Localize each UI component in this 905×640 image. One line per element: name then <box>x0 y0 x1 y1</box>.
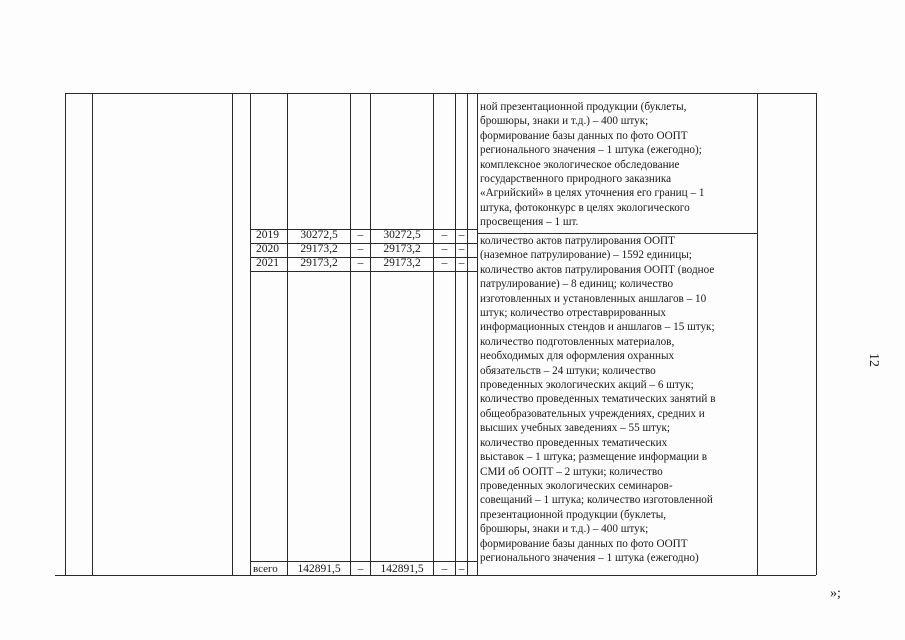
col5-cell: – <box>458 229 465 241</box>
col2-cell: – <box>357 229 364 241</box>
col4-cell: – <box>441 257 448 269</box>
col3-cell: 142891,5 <box>380 563 424 575</box>
description-top: ной презентационной продукции (буклеты, брошюры, знаки и т.д.) – 400 штук; формирование базы данных по фото ООПТ регионального значения – 1 штука (ежегодно); комплексное экологическое обследование государственного природного заказника «Агрийский» в целях уточнения его границ – 1 штука, фотоконкурс в целях экологического просвещения – 1 шт. <box>480 101 705 229</box>
row-line-total-top <box>250 561 477 562</box>
page-number: 12 <box>866 353 881 367</box>
total-cell: 142891,5 <box>297 563 341 575</box>
year-cell: 2019 <box>256 229 279 241</box>
description-main: количество актов патрулирования ООПТ (наземное патрулирование) – 1592 единицы; количество актов патрулирования ООПТ (водное патрулирование) – 8 единиц; количество изготовленных и установленных аншлагов – 10 штук; количество отреставрированных информационных стендов и аншлагов – 15 штук; количество подготовленных материалов, необходимых для оформления охранных обязательств – 24 штуки; количество проведенных экологических акций – 6 штук; количество проведенных тематических занятий в общеобразовательных учреждениях, средних и высших учебных заведениях – 55 штук; количество проведенных тематических выставок – 1 штука; размещение информации в СМИ об ООПТ – 2 штуки; количество проведенных экологических семинаров- совещаний – 1 штука; количество изготовленной презентационной продукции (буклеты, брошюры, знаки и т.д.) – 400 штук; формирование базы данных по фото ООПТ регионального значения – 1 штука (ежегодно) <box>480 235 716 564</box>
col-line-10 <box>467 93 468 575</box>
row-line-2021-bottom <box>250 271 477 272</box>
col2-cell: – <box>357 257 364 269</box>
col-line-13 <box>816 93 817 575</box>
col4-cell: – <box>441 563 448 575</box>
col4-cell: – <box>441 229 448 241</box>
col-line-1 <box>65 93 66 575</box>
col2-cell: – <box>357 563 364 575</box>
closing-mark: »; <box>830 586 841 601</box>
total-label: всего <box>253 563 278 575</box>
total-cell: 30272,5 <box>300 229 338 241</box>
col-line-2 <box>92 93 93 575</box>
total-cell: 29173,2 <box>300 243 338 255</box>
col2-cell: – <box>357 243 364 255</box>
col-line-8 <box>433 93 434 575</box>
year-cell: 2021 <box>256 257 279 269</box>
col5-cell: – <box>458 257 465 269</box>
total-cell: 29173,2 <box>300 257 338 269</box>
col-line-3 <box>232 93 233 575</box>
col-line-4 <box>250 93 251 575</box>
col5-cell: – <box>458 243 465 255</box>
col3-cell: 30272,5 <box>383 229 421 241</box>
col5-cell: – <box>458 563 465 575</box>
col-line-6 <box>350 93 351 575</box>
year-cell: 2020 <box>256 243 279 255</box>
col4-cell: – <box>441 243 448 255</box>
col3-cell: 29173,2 <box>383 257 421 269</box>
col-line-11 <box>477 93 478 575</box>
col-line-9 <box>455 93 456 575</box>
col-line-5 <box>287 93 288 575</box>
col3-cell: 29173,2 <box>383 243 421 255</box>
col-line-7 <box>370 93 371 575</box>
table-top-border <box>65 93 816 94</box>
